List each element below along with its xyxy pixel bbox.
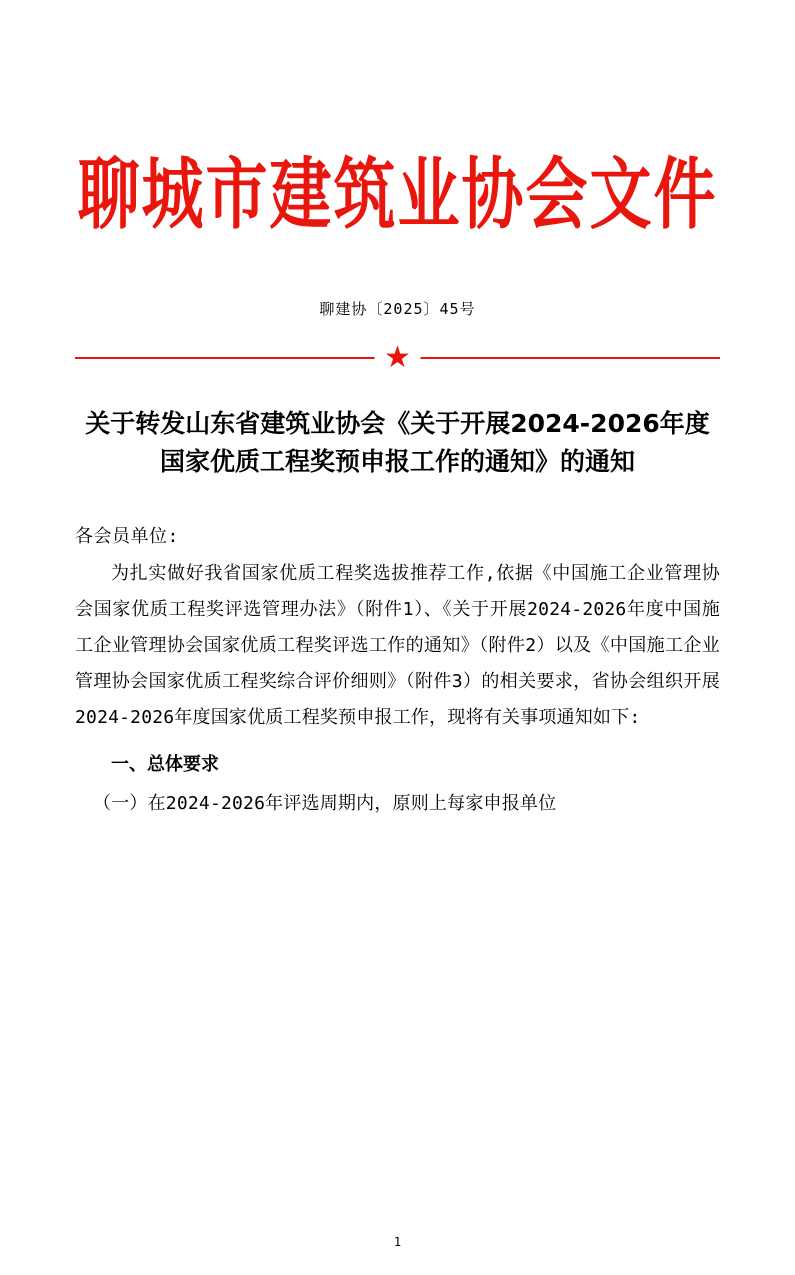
page-number: 1 [393, 1235, 402, 1249]
red-star-icon: ★ [374, 343, 421, 373]
page-title: 关于转发山东省建筑业协会《关于开展2024-2026年度国家优质工程奖预申报工作的通知》的通知 [85, 409, 710, 476]
salutation-text: 各会员单位: [75, 526, 179, 548]
red-divider-rule [75, 341, 720, 375]
document-page [0, 148, 795, 1275]
body-paragraph-1: 为扎实做好我省国家优质工程奖选拔推荐工作,依据《中国施工企业管理协会国家优质工程奖评选管理办法》（附件1）、《关于开展2024-2026年度中国施工企业管理协会国家优质工程奖评选工作的通知》（附件2）以及《中国施工企业管理协会国家优质工程奖综合评价细则》（附件3）的相关要求，省协会组织开展2024-2026年度国家优质工程奖预申报工作，现将有关事项通知如下: [75, 563, 720, 729]
document-number: 聊建协〔2025〕45号 [319, 300, 476, 319]
section-1-paragraph-1: （一）在2024-2026年评选周期内，原则上每家申报单位 [93, 793, 557, 815]
section-heading-1: 一、总体要求 [111, 754, 219, 776]
masthead-title: 聊城市建筑业协会文件 [77, 148, 718, 240]
